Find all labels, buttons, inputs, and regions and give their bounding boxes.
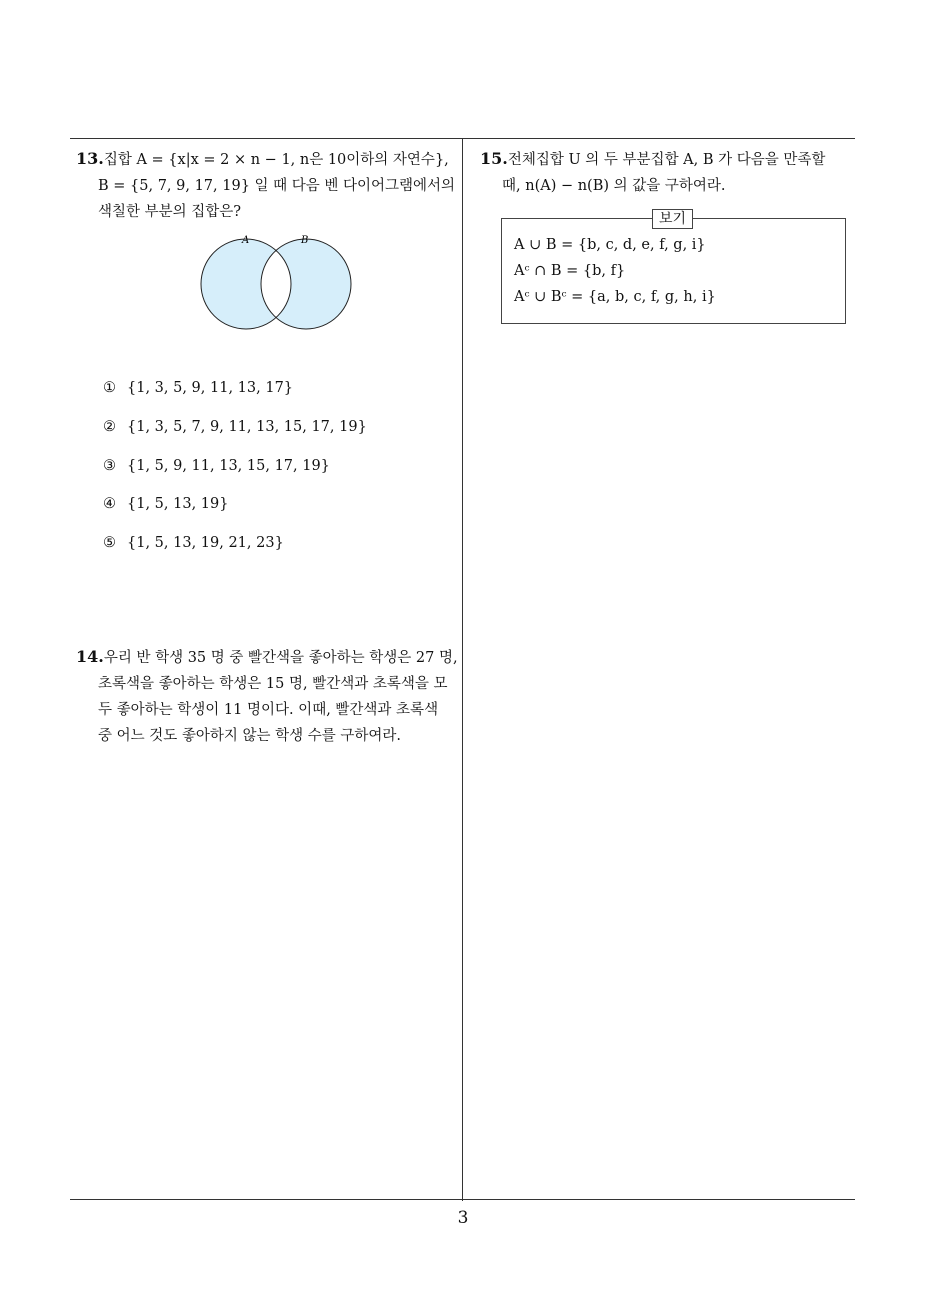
example-box-title: 보기 (652, 209, 693, 229)
question-text-line: 전체집합 U 의 두 부분집합 A, B 가 다음을 만족할 (507, 152, 826, 168)
choice-4[interactable] (103, 494, 228, 514)
example-box (501, 211, 846, 324)
choice-3[interactable] (103, 456, 330, 476)
question-text-line: 우리 반 학생 35 명 중 빨간색을 좋아하는 학생은 27 명, (103, 650, 458, 666)
choice-text: {1, 3, 5, 7, 9, 11, 13, 15, 17, 19} (127, 419, 367, 435)
question-text-line: 때, n(A) − n(B) 의 값을 구하여라. (502, 178, 726, 194)
question-13 (76, 146, 460, 225)
choice-marker: ① (103, 380, 116, 396)
choice-marker: ⑤ (103, 535, 116, 551)
choice-marker: ② (103, 419, 116, 435)
condition-line: Aᶜ ∩ B = {b, f} (514, 263, 626, 279)
choice-1[interactable] (103, 378, 293, 398)
set-a-label: A (242, 235, 250, 246)
question-text-line: 초록색을 좋아하는 학생은 15 명, 빨간색과 초록색을 모 (98, 676, 448, 692)
choice-text: {1, 5, 9, 11, 13, 15, 17, 19} (127, 458, 330, 474)
condition-line: A ∪ B = {b, c, d, e, f, g, i} (514, 237, 706, 253)
question-14 (76, 644, 460, 749)
question-text-line: B = {5, 7, 9, 17, 19} 일 때 다음 벤 다이어그램에서의 (98, 178, 456, 194)
question-text-line: 두 좋아하는 학생이 11 명이다. 이때, 빨간색과 초록색 (98, 702, 439, 718)
page-number: 3 (457, 1208, 469, 1228)
set-b-label: B (301, 235, 309, 246)
question-text-line: 중 어느 것도 좋아하지 않는 학생 수를 구하여라. (98, 728, 402, 744)
question-number: 13. (76, 149, 104, 168)
choice-5[interactable] (103, 533, 284, 553)
choice-text: {1, 5, 13, 19, 21, 23} (127, 535, 284, 551)
choice-text: {1, 5, 13, 19} (127, 496, 229, 512)
choice-marker: ③ (103, 458, 116, 474)
question-text-line: 집합 A = {x|x = 2 × n − 1, n은 10이하의 자연수}, (103, 152, 449, 168)
choice-marker: ④ (103, 496, 116, 512)
choice-text: {1, 3, 5, 9, 11, 13, 17} (127, 380, 294, 396)
column-divider (462, 138, 463, 1201)
question-15 (480, 146, 860, 199)
bottom-rule (70, 1199, 855, 1200)
venn-diagram (195, 232, 360, 336)
choice-2[interactable] (103, 417, 367, 437)
condition-line: Aᶜ ∪ Bᶜ = {a, b, c, f, g, h, i} (514, 289, 716, 305)
question-text-line: 색칠한 부분의 집합은? (98, 204, 242, 220)
question-number: 14. (76, 647, 104, 666)
question-number: 15. (480, 149, 508, 168)
